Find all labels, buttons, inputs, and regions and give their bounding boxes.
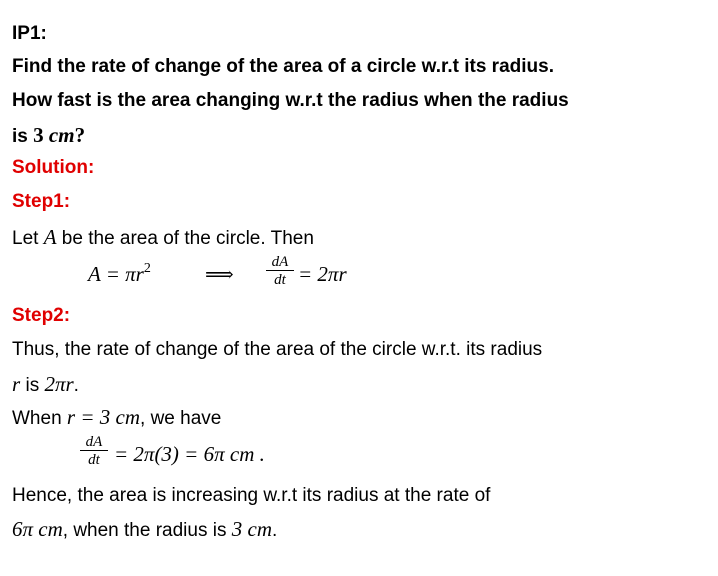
step2-text-2-end: . — [73, 375, 79, 396]
conclusion-line-1: Hence, the area is increasing w.r.t its radius at the rate of — [12, 485, 491, 506]
step1-fraction-numerator: dA — [266, 254, 294, 271]
problem-line-3 — [12, 123, 85, 149]
step1-text-suffix: be the area of the circle. Then — [56, 228, 314, 249]
problem-radius-unit: cm — [48, 123, 75, 147]
step1-rhs-text: = 2πr — [298, 262, 347, 286]
step1-label: Step1: — [12, 191, 71, 212]
step1-area-formula — [88, 262, 151, 287]
step2-derivative-result — [114, 442, 265, 467]
problem-radius-value: 3 — [33, 123, 44, 147]
step1-area-variable: A — [43, 225, 57, 249]
step2-text-2-mid: is — [20, 375, 45, 396]
step2-text-1: Thus, the rate of change of the area of the circle w.r.t. its radius — [12, 339, 543, 360]
step1-derivative-result — [298, 262, 347, 287]
problem-line-1: Find the rate of change of the area of a circle w.r.t its radius. — [12, 56, 554, 77]
step1-text — [12, 225, 314, 251]
area-formula-exponent: 2 — [143, 261, 151, 276]
step2-text-3-suffix: , we have — [140, 408, 222, 429]
problem-label: IP1: — [12, 23, 47, 44]
conclusion-line-2 — [12, 517, 277, 543]
radius-variable: r — [12, 372, 21, 396]
area-formula-text: A = πr — [88, 262, 144, 286]
problem-line-3-prefix: is — [12, 126, 34, 147]
step2-fraction-numerator: dA — [80, 434, 108, 451]
step2-fraction-denominator: dt — [88, 452, 100, 468]
problem-line-2: How fast is the area changing w.r.t the radius when the radius — [12, 90, 569, 111]
step2-derivative-fraction — [80, 434, 108, 469]
step2-label: Step2: — [12, 305, 71, 326]
conclusion-line-2-mid: , when the radius is — [62, 520, 232, 541]
conclusion-radius-value: 3 cm — [231, 517, 272, 541]
conclusion-rate-value: 6π cm — [12, 517, 63, 541]
step1-text-prefix: Let — [12, 228, 44, 249]
problem-question-mark: ? — [74, 123, 86, 147]
conclusion-line-2-end: . — [272, 520, 278, 541]
radius-condition: r = 3 cm — [66, 405, 141, 429]
step2-text-3 — [12, 405, 221, 431]
step2-text-2 — [12, 372, 79, 398]
step1-fraction-denominator: dt — [274, 272, 286, 288]
solution-label: Solution: — [12, 157, 95, 178]
step2-text-3-prefix: When — [12, 408, 67, 429]
step1-derivative-fraction — [266, 254, 294, 289]
rate-expression: 2πr — [44, 372, 74, 396]
step2-rhs-text: = 2π(3) = 6π cm . — [114, 442, 265, 466]
implies-arrow: ⟹ — [205, 264, 234, 286]
